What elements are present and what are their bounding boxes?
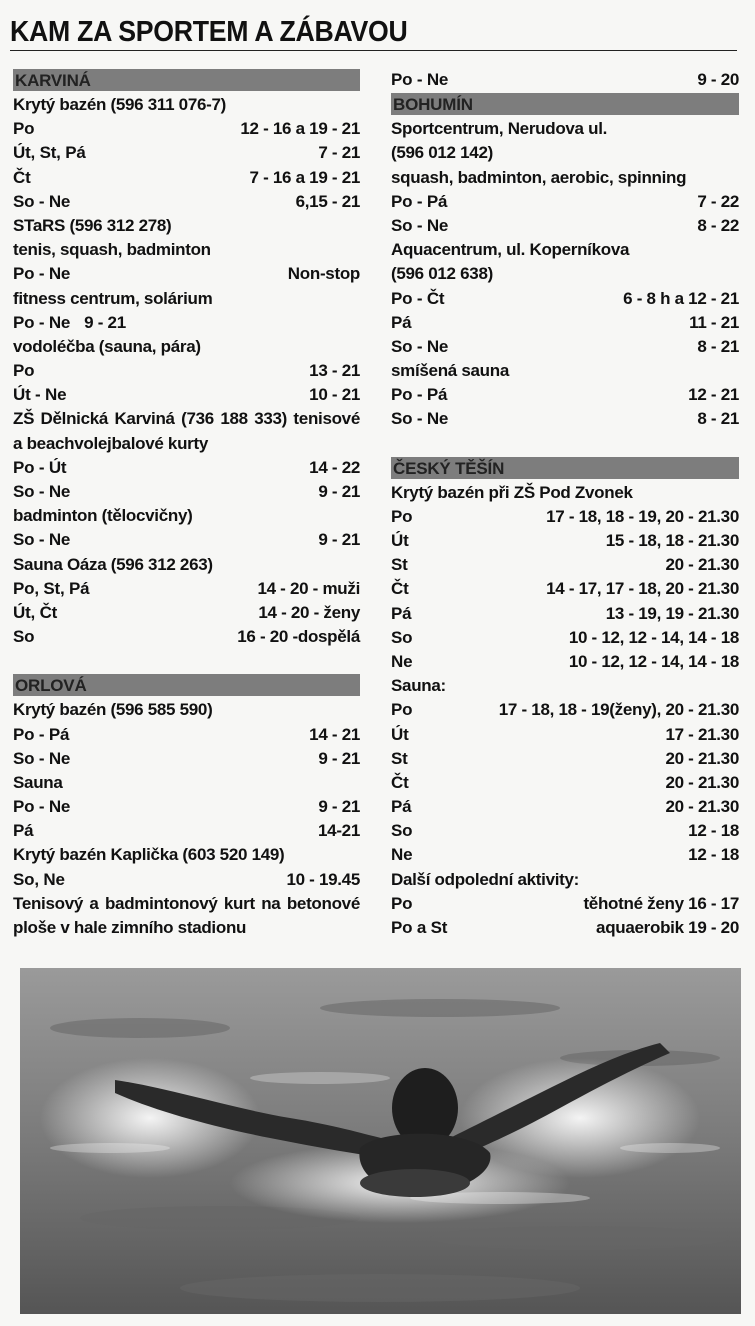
venue-name: fitness centrum, solárium [13,288,213,308]
day-label: Ne [391,651,413,671]
schedule-row [391,311,739,335]
schedule-row [391,819,739,843]
schedule-row [391,698,739,722]
schedule-row [391,795,739,819]
schedule-row [391,771,739,795]
time-value: 6,15 - 21 [295,191,360,211]
day-label: Po - Ne [13,312,71,332]
schedule-row [391,214,739,238]
schedule-row [13,190,360,214]
time-value: 20 - 21.30 [665,748,739,768]
time-value: 12 - 18 [688,845,739,865]
venue-name: Krytý bazén při ZŠ Pod Zvonek [391,482,633,502]
schedule-row [391,505,739,529]
time-value: 9 - 21 [318,748,360,768]
day-label: So - Ne [13,191,71,211]
time-value: 20 - 21.30 [665,797,739,817]
schedule-row [13,747,360,771]
venue-sports: squash, badminton, aerobic, spinning [391,167,687,187]
day-label: Ne [391,845,413,865]
schedule-row [391,843,739,867]
day-label: Po - Ne [13,264,71,284]
venue-name: Sauna [13,772,63,792]
schedule-row [391,602,739,626]
time-value: 8 - 21 [697,409,739,429]
time-value: 6 - 8 h a 12 - 21 [623,288,739,308]
schedule-row [13,795,360,819]
time-value: 14 - 21 [309,724,360,744]
swimmer-photo-icon [20,968,741,1314]
day-label: Po - Pá [391,191,448,211]
day-label: St [391,748,408,768]
title-divider [10,50,737,51]
day-label: Čt [391,579,409,599]
venue-name: STaRS (596 312 278) [13,215,172,235]
time-value: 9 - 20 [697,70,739,89]
schedule-row [13,166,360,190]
time-value: 7 - 16 a 19 - 21 [249,167,360,187]
schedule-row [13,577,360,601]
right-column [391,68,739,940]
day-label: Pá [391,603,412,623]
time-value: 14 - 20 - muži [257,578,360,598]
time-value: 12 - 16 a 19 - 21 [240,119,360,139]
schedule-row [391,916,739,940]
schedule-row [391,577,739,601]
time-value: 14-21 [318,821,360,841]
time-value: 20 - 21.30 [665,555,739,575]
time-value: 9 - 21 [84,312,126,332]
venue-name: Krytý bazén (596 585 590) [13,700,213,720]
schedule-row [13,868,360,892]
day-label: So [391,821,413,841]
schedule-row [13,723,360,747]
time-value: 17 - 18, 18 - 19(ženy), 20 - 21.30 [498,700,739,720]
time-value: 8 - 22 [697,215,739,235]
day-label: Po - Út [13,457,67,477]
schedule-row [391,68,739,92]
schedule-row [391,287,739,311]
left-column [13,68,360,940]
day-label: Po [13,361,35,381]
time-value: 15 - 18, 18 - 21.30 [605,531,739,550]
day-label: So - Ne [391,409,449,429]
venue-phone: (596 012 638) [391,264,493,284]
day-label: Út [391,724,409,744]
time-value: 10 - 12, 12 - 14, 14 - 18 [568,651,739,671]
time-value: 16 - 20 -dospělá [237,627,360,647]
venue-name: vodoléčba (sauna, pára) [13,336,201,356]
schedule-row [13,456,360,480]
day-label: Po, St, Pá [13,578,90,598]
time-value: 14 - 22 [309,457,360,477]
time-value: 10 - 12, 12 - 14, 14 - 18 [568,627,739,647]
time-value: 7 - 21 [318,143,360,163]
page-title: KAM ZA SPORTEM A ZÁBAVOU [10,16,408,48]
venue-name: Sauna: [391,676,446,696]
venue-description: ZŠ Dělnická Karviná (736 188 333) tenisové a beachvolejbalové kurty [13,409,360,453]
time-value: 13 - 19, 19 - 21.30 [605,603,739,623]
day-label: So - Ne [13,748,71,768]
day-label: So [13,627,35,647]
day-label: Pá [13,821,34,841]
section-header-cesky-tesin: ČESKÝ TĚŠÍN [391,457,739,479]
schedule-row [391,626,739,650]
venue-description: Tenisový a badmintonový kurt na betonové ploše v hale zimního stadionu [13,893,360,938]
schedule-row [391,335,739,359]
time-value: Non-stop [287,264,360,284]
day-label: Po [391,893,413,913]
venue-sports: tenis, squash, badminton [13,240,211,260]
section-header-karvina: KARVINÁ [13,69,360,91]
schedule-row [13,311,360,335]
day-label: Po a St [391,918,448,937]
schedule-row [13,141,360,165]
day-label: Po [391,700,413,720]
day-label: Po - Čt [391,288,445,308]
schedule-row [391,529,739,553]
time-value: 17 - 21.30 [665,724,739,744]
venue-name: Krytý bazén Kaplička (603 520 149) [13,845,285,865]
time-value: 10 - 19.45 [286,869,360,889]
day-label: Út - Ne [13,385,67,405]
schedule-row [13,262,360,286]
day-label: So - Ne [391,336,449,356]
section-header-orlova: ORLOVÁ [13,674,360,696]
section-header-bohumin: BOHUMÍN [391,93,739,115]
day-label: So - Ne [391,215,449,235]
day-label: So, Ne [13,869,65,889]
schedule-row [13,480,360,504]
day-label: St [391,555,408,575]
day-label: Čt [13,167,31,187]
time-value: těhotné ženy 16 - 17 [583,893,739,913]
time-value: 17 - 18, 18 - 19, 20 - 21.30 [546,506,739,526]
schedule-row [391,723,739,747]
time-value: 12 - 21 [688,385,739,405]
venue-name: Další odpolední aktivity: [391,869,580,889]
time-value: 14 - 20 - ženy [258,602,360,622]
schedule-row [391,650,739,674]
day-label: Čt [391,772,409,792]
schedule-row [391,407,739,431]
schedule-row [13,819,360,843]
day-label: Út, Čt [13,602,58,622]
schedule-row [391,190,739,214]
schedule-row [13,601,360,625]
time-value: 14 - 17, 17 - 18, 20 - 21.30 [546,579,739,599]
day-label: Po - Pá [13,724,70,744]
schedule-row [13,359,360,383]
venue-name: Sauna Oáza (596 312 263) [13,554,213,574]
time-value: 9 - 21 [318,482,360,502]
day-label: Pá [391,312,412,332]
day-label: Út, St, Pá [13,143,86,163]
section-spacer [13,649,360,673]
day-label: Po - Ne [13,797,71,817]
schedule-row [13,528,360,552]
schedule-row [13,117,360,141]
time-value: 20 - 21.30 [665,772,739,792]
day-label: Po [391,506,413,526]
day-label: Po - Ne [391,70,449,89]
day-label: So - Ne [13,530,71,550]
swimmer-photo [20,968,741,1314]
venue-name: badminton (tělocvičny) [13,506,193,526]
day-label: So [391,627,413,647]
venue-name: Krytý bazén (596 311 076-7) [13,95,227,114]
section-spacer [391,432,739,456]
day-label: Út [391,531,409,550]
venue-name: Sportcentrum, Nerudova ul. [391,119,608,139]
time-value: 9 - 21 [318,530,360,550]
time-value: 9 - 21 [318,797,360,817]
time-value: 13 - 21 [309,361,360,381]
schedule-row [391,747,739,771]
schedule-row [13,625,360,649]
time-value: 8 - 21 [697,336,739,356]
time-value: 12 - 18 [688,821,739,841]
time-value: 7 - 22 [697,191,739,211]
day-label: Po - Pá [391,385,448,405]
time-value: 11 - 21 [689,312,739,332]
schedule-row [391,553,739,577]
day-label: Po [13,119,35,139]
day-label: Pá [391,797,412,817]
schedule-row [13,383,360,407]
venue-name: smíšená sauna [391,361,509,381]
schedule-row [391,892,739,916]
venue-name: Aquacentrum, ul. Koperníkova [391,240,630,260]
day-label: So - Ne [13,482,71,502]
venue-phone: (596 012 142) [391,143,493,163]
time-value: 10 - 21 [309,385,360,405]
time-value: aquaerobik 19 - 20 [596,918,739,937]
schedule-row [391,383,739,407]
